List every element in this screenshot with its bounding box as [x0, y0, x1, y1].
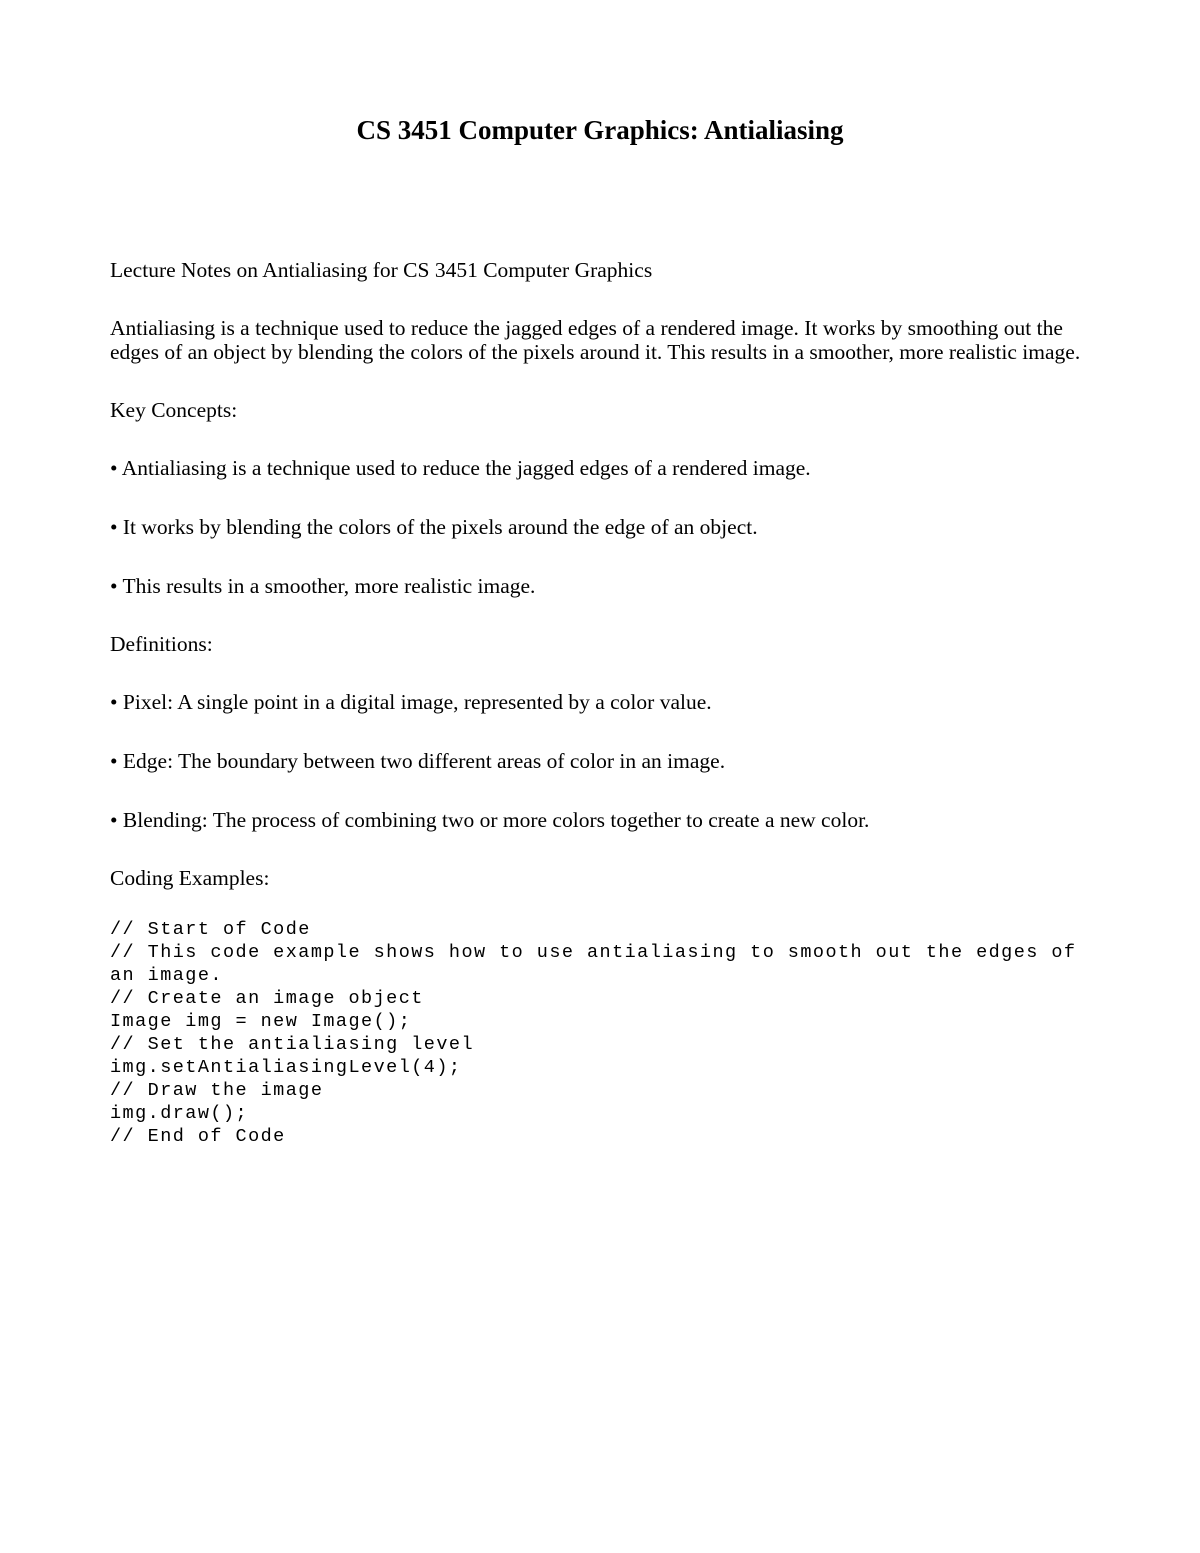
definition-item: • Blending: The process of combining two or more colors together to create a new color.: [110, 808, 870, 832]
key-concept-item: • This results in a smoother, more realistic image.: [110, 574, 536, 598]
definition-item: • Pixel: A single point in a digital image, represented by a color value.: [110, 690, 712, 714]
code-line: // End of Code: [110, 1126, 286, 1147]
code-line: // Start of Code: [110, 919, 311, 940]
code-line: img.draw();: [110, 1103, 249, 1124]
intro-paragraph: Antialiasing is a technique used to reduce the jagged edges of a rendered image. It works by smoothing out the edges of an object by blending the colors of the pixels around it. This results in a smoother, more realistic image.: [110, 316, 1081, 364]
document-body: [110, 258, 1100, 1148]
definitions-list: [110, 690, 1100, 832]
code-line: img.setAntialiasingLevel(4);: [110, 1057, 462, 1078]
key-concept-item: • It works by blending the colors of the pixels around the edge of an object.: [110, 515, 758, 539]
key-concept-item: • Antialiasing is a technique used to reduce the jagged edges of a rendered image.: [110, 456, 811, 480]
code-line: // Draw the image: [110, 1080, 324, 1101]
document-subtitle: Lecture Notes on Antialiasing for CS 3451 Computer Graphics: [110, 258, 653, 282]
code-line: Image img = new Image();: [110, 1011, 412, 1032]
key-concepts-heading: Key Concepts:: [110, 398, 238, 422]
definition-item: • Edge: The boundary between two different areas of color in an image.: [110, 749, 726, 773]
page-title: CS 3451 Computer Graphics: Antialiasing: [356, 115, 844, 145]
code-example-block: [110, 918, 1100, 1148]
coding-examples-heading: Coding Examples:: [110, 866, 270, 890]
definitions-heading: Definitions:: [110, 632, 213, 656]
code-line: // Set the antialiasing level: [110, 1034, 475, 1055]
code-line: // This code example shows how to use antialiasing to smooth out the edges of an image.: [110, 942, 1090, 986]
code-line: // Create an image object: [110, 988, 424, 1009]
key-concepts-list: [110, 456, 1100, 598]
